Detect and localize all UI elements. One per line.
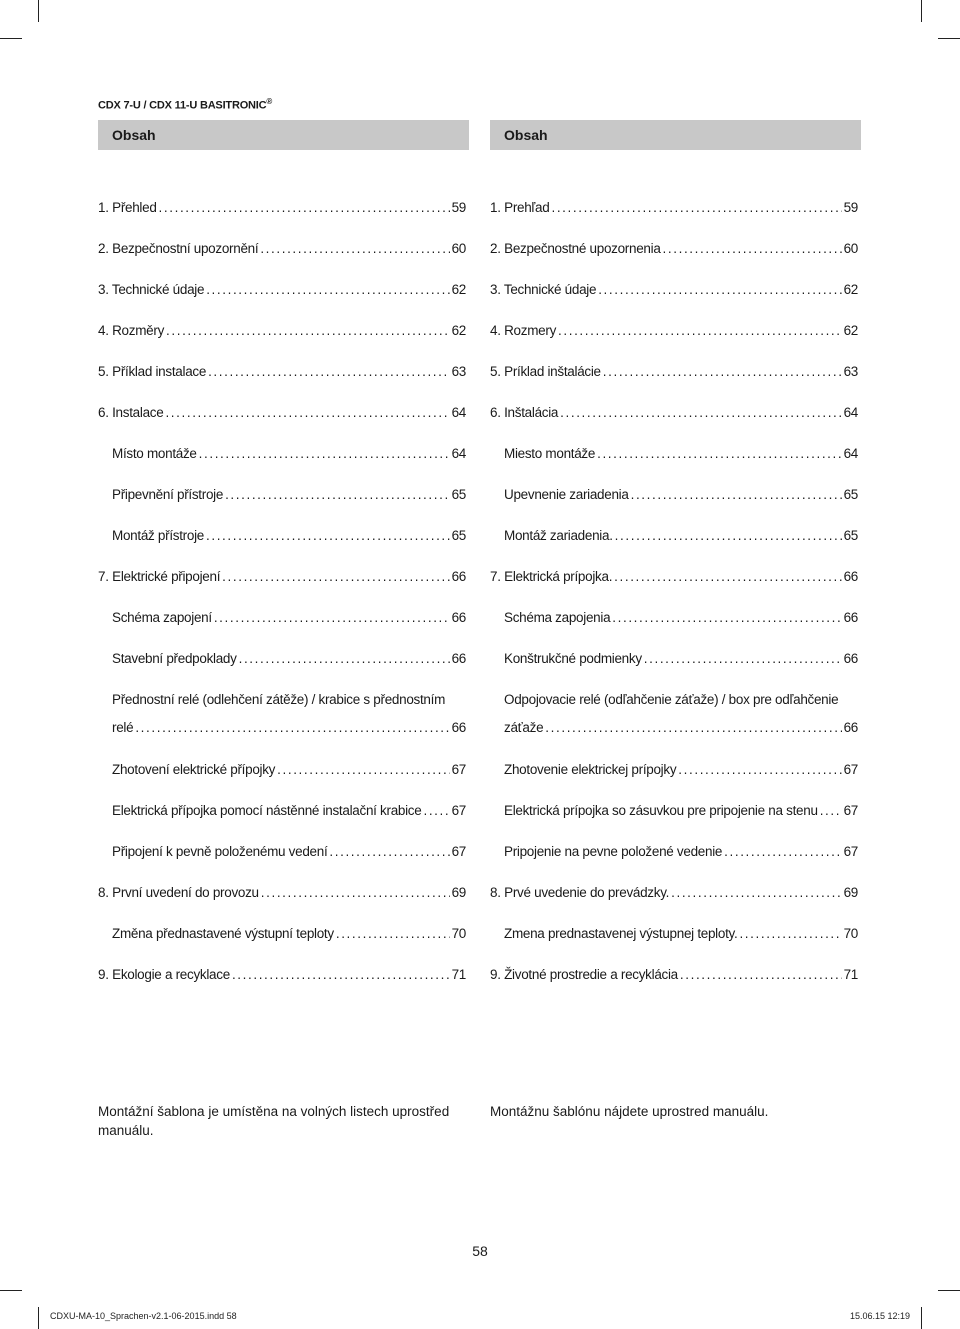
toc-leader-dots (277, 762, 449, 778)
toc-entry-page: 64 (843, 405, 858, 420)
toc-entry-title: 2. Bezpečnostní upozornění (98, 241, 259, 256)
toc-entry-page: 59 (451, 200, 466, 215)
toc-leader-dots (615, 528, 842, 544)
toc-entry[interactable] (98, 405, 466, 421)
toc-entry-page: 60 (451, 241, 466, 256)
toc-entry[interactable] (504, 803, 858, 819)
toc-entry-page: 70 (451, 926, 466, 941)
toc-entry-page: 65 (843, 487, 858, 502)
toc-entry-title: záťaže (504, 720, 544, 735)
toc-entry-title: 4. Rozmery (490, 323, 557, 338)
toc-leader-dots (199, 446, 450, 462)
toc-entry-title: Zhotovení elektrické přípojky (112, 762, 276, 777)
crop-mark (921, 1307, 922, 1329)
crop-mark (938, 1290, 960, 1291)
toc-entry-page: 62 (843, 323, 858, 338)
toc-entry-page: 63 (451, 364, 466, 379)
toc-entry-page: 65 (451, 487, 466, 502)
crop-mark (938, 38, 960, 39)
toc-entry[interactable] (490, 282, 858, 298)
toc-leader-dots (558, 323, 842, 339)
crop-mark (921, 0, 922, 22)
toc-leader-dots (206, 282, 449, 298)
toc-entry-page: 64 (843, 446, 858, 461)
toc-entry-page: 71 (843, 967, 858, 982)
toc-leader-dots (631, 487, 842, 503)
toc-entry[interactable] (98, 885, 466, 901)
toc-column-czech (98, 120, 469, 982)
toc-leader-dots (260, 241, 449, 257)
slug-date: 15.06.15 12:19 (850, 1311, 911, 1321)
toc-entry[interactable] (112, 487, 466, 503)
toc-entry-title: 3. Technické údaje (98, 282, 205, 297)
toc-entry-page: 69 (843, 885, 858, 900)
toc-entry-title: 9. Ekologie a recyklace (98, 967, 230, 982)
toc-entry[interactable] (504, 844, 858, 860)
toc-entry-page: 63 (843, 364, 858, 379)
toc-entry-page: 67 (451, 844, 466, 859)
toc-entry-title: Zmena prednastavenej výstupnej teploty. (504, 926, 738, 941)
toc-entry-page: 71 (451, 967, 466, 982)
toc-leader-dots (423, 803, 449, 819)
toc-entry-page: 66 (451, 610, 466, 625)
toc-leader-dots (222, 569, 449, 585)
toc-entry-title: 3. Technické údaje (490, 282, 597, 297)
toc-leader-dots (165, 405, 449, 421)
toc-entry-title: Elektrická prípojka so zásuvkou pre pripojenie na stenu (504, 803, 818, 818)
toc-entry-page: 69 (451, 885, 466, 900)
toc-entry[interactable] (504, 762, 858, 778)
toc-entry-title: 7. Elektrická prípojka. (490, 569, 613, 584)
toc-leader-dots (336, 926, 450, 942)
toc-entry-title: Elektrická přípojka pomocí nástěnné instalační krabice (112, 803, 422, 818)
toc-entry-page: 67 (451, 762, 466, 777)
toc-leader-dots (724, 844, 841, 860)
toc-leader-dots (614, 569, 841, 585)
toc-entry-title: 6. Inštalácia (490, 405, 559, 420)
toc-entry[interactable] (504, 446, 858, 462)
slug-file: CDXU-MA-10_Sprachen-v2.1-06-2015.indd 58 (50, 1311, 237, 1321)
toc-leader-dots (739, 926, 841, 942)
toc-entry-line: Přednostní relé (odlehčení zátěže) / krabice s přednostním (112, 692, 446, 707)
toc-entry-page: 60 (843, 241, 858, 256)
toc-entry-page: 59 (843, 200, 858, 215)
toc-entry[interactable] (490, 885, 858, 901)
toc-leader-dots (678, 762, 841, 778)
toc-leader-dots (166, 323, 450, 339)
toc-entry-page: 66 (843, 651, 858, 666)
toc-entry-page: 65 (843, 528, 858, 543)
toc-entry-page: 64 (451, 405, 466, 420)
toc-entry[interactable] (504, 610, 858, 626)
toc-heading: Obsah (98, 120, 469, 150)
toc-entry[interactable] (98, 241, 466, 257)
toc-entry-title: relé (112, 720, 134, 735)
toc-entry-page: 64 (451, 446, 466, 461)
toc-entry[interactable] (490, 200, 858, 216)
toc-entry[interactable] (98, 364, 466, 380)
toc-entry-title: Připojení k pevně položenému vedení (112, 844, 328, 859)
toc-entry-title: 2. Bezpečnostné upozornenia (490, 241, 661, 256)
toc-entry-page: 62 (451, 282, 466, 297)
toc-entry[interactable] (112, 720, 466, 736)
toc-entry-page: 67 (451, 803, 466, 818)
toc-entry-page: 66 (843, 610, 858, 625)
toc-entry[interactable] (98, 323, 466, 339)
toc-leader-dots (603, 364, 842, 380)
toc-entry[interactable] (490, 364, 858, 380)
toc-leader-dots (261, 885, 450, 901)
toc-entry-title: 5. Příklad instalace (98, 364, 207, 379)
toc-entry-title: Zhotovenie elektrickej prípojky (504, 762, 677, 777)
toc-leader-dots (545, 720, 841, 736)
toc-entry[interactable] (504, 720, 858, 736)
toc-entry[interactable] (490, 569, 858, 585)
toc-leader-dots (551, 200, 841, 216)
toc-leader-dots (159, 200, 450, 216)
toc-leader-dots (208, 364, 450, 380)
toc-entry-title: 5. Príklad inštalácie (490, 364, 601, 379)
template-note: Montážnu šablónu nájdete uprostred manuálu. (490, 1104, 769, 1119)
toc-entry-title: Montáž zariadenia. (504, 528, 613, 543)
toc-leader-dots (663, 241, 842, 257)
toc-entry[interactable] (112, 651, 466, 667)
crop-mark (0, 38, 22, 39)
toc-entry-page: 66 (451, 720, 466, 735)
toc-entry[interactable] (490, 967, 858, 983)
toc-entry-title: 7. Elektrické připojení (98, 569, 221, 584)
toc-entry-line: Odpojovacie relé (odľahčenie záťaže) / box pre odľahčenie (504, 692, 839, 707)
toc-entry[interactable] (490, 323, 858, 339)
toc-entry[interactable] (112, 762, 466, 778)
toc-entry-title: Konštrukčné podmienky (504, 651, 642, 666)
toc-entry-page: 67 (843, 762, 858, 777)
toc-leader-dots (644, 651, 842, 667)
toc-leader-dots (206, 528, 450, 544)
toc-entry-title: 9. Životné prostredie a recyklácia (490, 967, 678, 982)
toc-entry-title: 8. Prvé uvedenie do prevádzky. (490, 885, 670, 900)
toc-entry-title: Schéma zapojení (112, 610, 212, 625)
toc-leader-dots (560, 405, 841, 421)
toc-entry[interactable] (112, 844, 466, 860)
toc-entry[interactable] (98, 200, 466, 216)
toc-leader-dots (135, 720, 449, 736)
toc-entry[interactable] (112, 610, 466, 626)
toc-leader-dots (680, 967, 842, 983)
toc-entry-page: 66 (843, 569, 858, 584)
toc-leader-dots (329, 844, 449, 860)
toc-entry-title: 8. První uvedení do provozu (98, 885, 259, 900)
toc-entry[interactable] (98, 282, 466, 298)
toc-leader-dots (598, 282, 841, 298)
toc-leader-dots (214, 610, 450, 626)
toc-entry[interactable] (504, 926, 858, 942)
toc-entry[interactable] (490, 241, 858, 257)
template-note: Montážní šablona je umístěna na volných listech uprostřed manuálu. (98, 1104, 450, 1138)
toc-entry-title: 4. Rozměry (98, 323, 165, 338)
toc-entry-title: Stavební předpoklady (112, 651, 237, 666)
toc-entry[interactable] (504, 528, 858, 544)
page-number: 58 (472, 1243, 488, 1259)
toc-entry[interactable] (98, 569, 466, 585)
toc-entry-page: 66 (451, 651, 466, 666)
crop-mark (38, 0, 39, 22)
document-title: CDX 7-U / CDX 11-U BASITRONIC (98, 99, 267, 112)
toc-leader-dots (612, 610, 841, 626)
toc-heading: Obsah (490, 120, 861, 150)
toc-leader-dots (239, 651, 450, 667)
toc-entry-page: 67 (843, 803, 858, 818)
toc-entry-title: Miesto montáže (504, 446, 596, 461)
toc-entry[interactable] (504, 487, 858, 503)
toc-column-slovak (490, 120, 861, 982)
toc-entry-title: Pripojenie na pevne položené vedenie (504, 844, 723, 859)
crop-mark (38, 1307, 39, 1329)
toc-leader-dots (225, 487, 450, 503)
toc-entry-page: 66 (451, 569, 466, 584)
toc-leader-dots (232, 967, 450, 983)
toc-entry[interactable] (112, 446, 466, 462)
toc-entry[interactable] (112, 528, 466, 544)
toc-entry-page: 66 (843, 720, 858, 735)
toc-entry-page: 70 (843, 926, 858, 941)
toc-entry-title: Změna přednastavené výstupní teploty (112, 926, 334, 941)
toc-leader-dots (671, 885, 841, 901)
toc-entry-page: 67 (843, 844, 858, 859)
toc-entry-page: 65 (451, 528, 466, 543)
toc-leader-dots (597, 446, 841, 462)
toc-entry-title: 1. Prehľad (490, 200, 550, 215)
toc-entry[interactable] (112, 803, 466, 819)
toc-entry-page: 62 (843, 282, 858, 297)
toc-entry-title: Upevnenie zariadenia (504, 487, 629, 502)
toc-entry-title: Montáž přístroje (112, 528, 204, 543)
toc-entry-title: 1. Přehled (98, 200, 157, 215)
toc-entry[interactable] (504, 651, 858, 667)
toc-entry[interactable] (98, 967, 466, 983)
toc-entry[interactable] (490, 405, 858, 421)
toc-entry-title: Připevnění přístroje (112, 487, 224, 502)
crop-mark (0, 1290, 22, 1291)
registered-mark: ® (266, 97, 273, 106)
toc-entry-page: 62 (451, 323, 466, 338)
toc-entry-title: Místo montáže (112, 446, 197, 461)
toc-leader-dots (820, 803, 842, 819)
toc-entry-title: 6. Instalace (98, 405, 164, 420)
document-header (98, 97, 272, 112)
toc-entry-title: Schéma zapojenia (504, 610, 611, 625)
toc-entry[interactable] (112, 926, 466, 942)
